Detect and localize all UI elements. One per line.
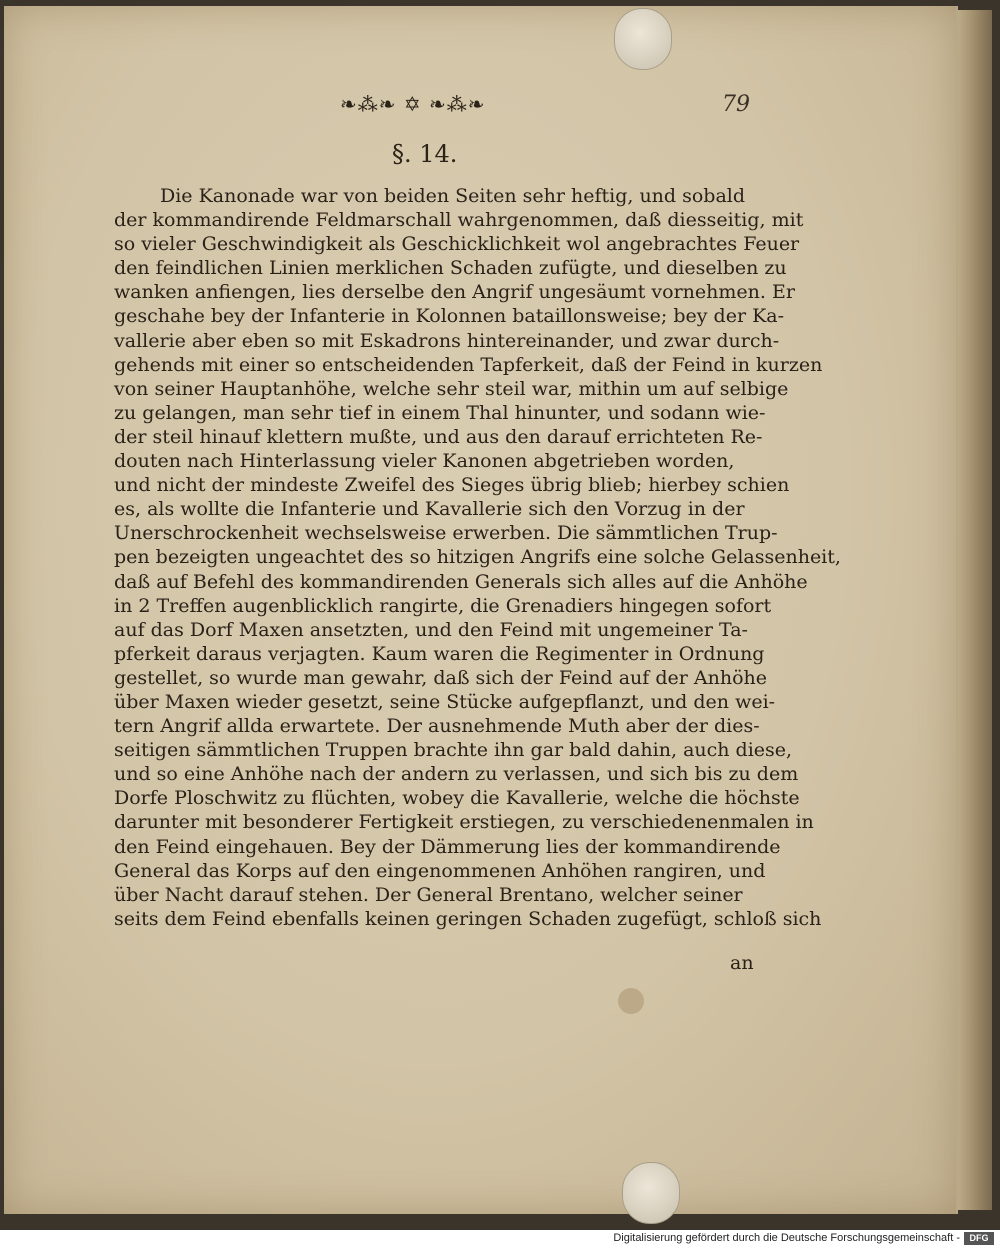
page-clip-top — [614, 8, 672, 70]
page-edge — [956, 10, 992, 1210]
header-ornament: ❧⁂❧ ✡ ❧⁂❧ — [340, 92, 486, 116]
text-line: General das Korps auf den eingenommenen Anhöhen rangiren, und — [114, 859, 766, 882]
page-header — [340, 92, 760, 122]
text-line: zu gelangen, man sehr tief in einem Thal hinunter, und sodann wie- — [114, 401, 766, 424]
text-line: Unerschrockenheit wechselsweise erwerben. Die sämmtlichen Trup- — [114, 522, 778, 545]
text-line: daß auf Befehl des kommandirenden Generals sich alles auf die Anhöhe — [114, 570, 808, 593]
text-line: von seiner Hauptanhöhe, welche sehr steil war, mithin um auf selbige — [114, 377, 789, 400]
text-line: auf das Dorf Maxen ansetzten, und den Feind mit ungemeiner Ta- — [114, 618, 748, 641]
text-line: der kommandirende Feldmarschall wahrgenommen, daß diesseitig, mit — [114, 209, 804, 232]
text-line: wanken anfiengen, lies derselbe den Angrif ungesäumt vornehmen. Er — [114, 281, 795, 304]
text-line: den feindlichen Linien merklichen Schaden zufügte, und dieselben zu — [114, 257, 787, 280]
text-line: in 2 Treffen augenblicklich rangirte, die Grenadiers hingegen sofort — [114, 594, 772, 617]
catchword: an — [730, 952, 754, 974]
text-line: tern Angrif allda erwartete. Der ausnehmende Muth aber der dies- — [114, 715, 760, 738]
text-line: der steil hinauf klettern mußte, und aus den darauf errichteten Re- — [114, 425, 763, 448]
page-number: 79 — [722, 92, 750, 117]
text-line: den Feind eingehauen. Bey der Dämmerung lies der kommandirende — [114, 835, 781, 858]
section-heading: §. 14. — [392, 140, 458, 168]
dfg-logo: DFG — [964, 1232, 994, 1245]
text-line: es, als wollte die Infanterie und Kavallerie sich den Vorzug in der — [114, 498, 745, 521]
text-line: seitigen sämmtlichen Truppen brachte ihn gar bald dahin, auch diese, — [114, 739, 793, 762]
text-line: und nicht der mindeste Zweifel des Sieges übrig blieb; hierbey schien — [114, 474, 790, 497]
text-line: geschahe bey der Infanterie in Kolonnen bataillonsweise; bey der Ka- — [114, 305, 785, 328]
body-text — [114, 184, 841, 931]
page-clip-bottom — [622, 1162, 680, 1224]
text-line: darunter mit besonderer Fertigkeit erstiegen, zu verschiedenenmalen in — [114, 811, 814, 834]
text-line: Dorfe Ploschwitz zu flüchten, wobey die Kavallerie, welche die höchste — [114, 787, 800, 810]
text-line: vallerie aber eben so mit Eskadrons hintereinander, und zwar durch- — [114, 329, 780, 352]
paper-stain — [618, 988, 644, 1014]
text-line: und so eine Anhöhe nach der andern zu verlassen, und sich bis zu dem — [114, 763, 799, 786]
footer-bar — [0, 1230, 1000, 1248]
text-line: über Maxen wieder gesetzt, seine Stücke aufgepflanzt, und den wei- — [114, 690, 776, 713]
text-line: über Nacht darauf stehen. Der General Brentano, welcher seiner — [114, 883, 743, 906]
text-line: gehends mit einer so entscheidenden Tapferkeit, daß der Feind in kurzen — [114, 353, 823, 376]
text-line: pferkeit daraus verjagten. Kaum waren die Regimenter in Ordnung — [114, 642, 765, 665]
text-line: gestellet, so wurde man gewahr, daß sich der Feind auf der Anhöhe — [114, 666, 768, 689]
text-line: pen bezeigten ungeachtet des so hitzigen Angrifs eine solche Gelassenheit, — [114, 546, 841, 569]
text-line: so vieler Geschwindigkeit als Geschicklichkeit wol angebrachtes Feuer — [114, 233, 800, 256]
text-line: douten nach Hinterlassung vieler Kanonen abgetrieben worden, — [114, 450, 735, 473]
text-line: Die Kanonade war von beiden Seiten sehr heftig, und sobald — [160, 185, 746, 207]
text-line: seits dem Feind ebenfalls keinen geringen Schaden zugefügt, schloß sich — [114, 907, 822, 930]
footer-credit: Digitalisierung gefördert durch die Deutsche Forschungsgemeinschaft - — [613, 1232, 960, 1244]
